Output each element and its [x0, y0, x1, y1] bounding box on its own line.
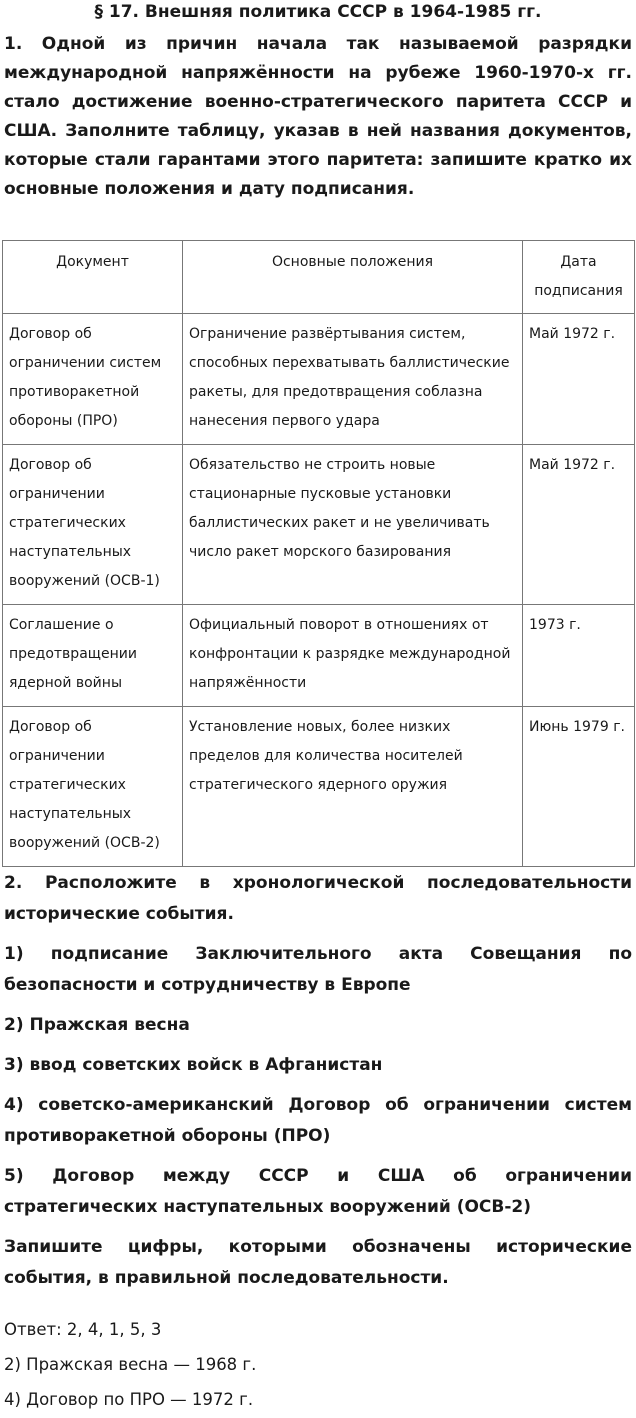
cell-document: Договор об ограничении стратегических наступательных вооружений (ОСВ-2)	[3, 707, 183, 867]
answers-block	[4, 1312, 632, 1417]
event-item: 1) подписание Заключительного акта Совещания по безопасности и сотрудничеству в Европе	[4, 944, 632, 995]
task-2-instruction: Запишите цифры, которыми обозначены исторические события, в правильной последовательности.	[4, 1237, 632, 1288]
task-2	[4, 868, 632, 1294]
header-provisions: Основные положения	[183, 241, 523, 314]
header-date: Дата подписания	[523, 241, 635, 314]
page-title: § 17. Внешняя политика СССР в 1964-1985 гг.	[94, 2, 542, 22]
cell-date: Май 1972 г.	[523, 445, 635, 605]
answer-note: 4) Договор по ПРО — 1972 г.	[4, 1390, 254, 1409]
event-item: 4) советско-американский Договор об ограничении систем противоракетной обороны (ПРО)	[4, 1095, 632, 1146]
table-header-row	[3, 241, 635, 314]
table-row	[3, 605, 635, 707]
task-1-text: 1. Одной из причин начала так называемой разрядки международной напряжённости на рубеже 1960-1970-х гг. стало достижение военно-стратегического паритета СССР и США. Заполните таблицу, указав в ней названия документов, которые стали гарантами этого паритета: запишите кратко их основные положения и дату подписания.	[4, 34, 632, 199]
cell-date: Май 1972 г.	[523, 314, 635, 445]
cell-date: 1973 г.	[523, 605, 635, 707]
answer-line: Ответ: 2, 4, 1, 5, 3	[4, 1320, 162, 1339]
cell-provisions: Обязательство не строить новые стационарные пусковые установки баллистических ракет и не увеличивать число ракет морского базирования	[183, 445, 523, 605]
table-row	[3, 445, 635, 605]
event-item: 5) Договор между СССР и США об ограничении стратегических наступательных вооружений (ОСВ-2)	[4, 1166, 632, 1217]
table-row	[3, 314, 635, 445]
event-item: 3) ввод советских войск в Афганистан	[4, 1055, 383, 1075]
cell-provisions: Ограничение развёртывания систем, способных перехватывать баллистические ракеты, для предотвращения соблазна нанесения первого удара	[183, 314, 523, 445]
header-document: Документ	[3, 241, 183, 314]
answer-note: 2) Пражская весна — 1968 г.	[4, 1355, 257, 1374]
task-2-intro: 2. Расположите в хронологической последовательности исторические события.	[4, 873, 632, 924]
cell-provisions: Установление новых, более низких пределов для количества носителей стратегического ядерного оружия	[183, 707, 523, 867]
cell-document: Соглашение о предотвращении ядерной войны	[3, 605, 183, 707]
table-row	[3, 707, 635, 867]
cell-document: Договор об ограничении стратегических наступательных вооружений (ОСВ-1)	[3, 445, 183, 605]
cell-date: Июнь 1979 г.	[523, 707, 635, 867]
event-item: 2) Пражская весна	[4, 1015, 190, 1035]
cell-provisions: Официальный поворот в отношениях от конфронтации к разрядке международной напряжённости	[183, 605, 523, 707]
answer-table	[2, 240, 635, 867]
cell-document: Договор об ограничении систем противоракетной обороны (ПРО)	[3, 314, 183, 445]
